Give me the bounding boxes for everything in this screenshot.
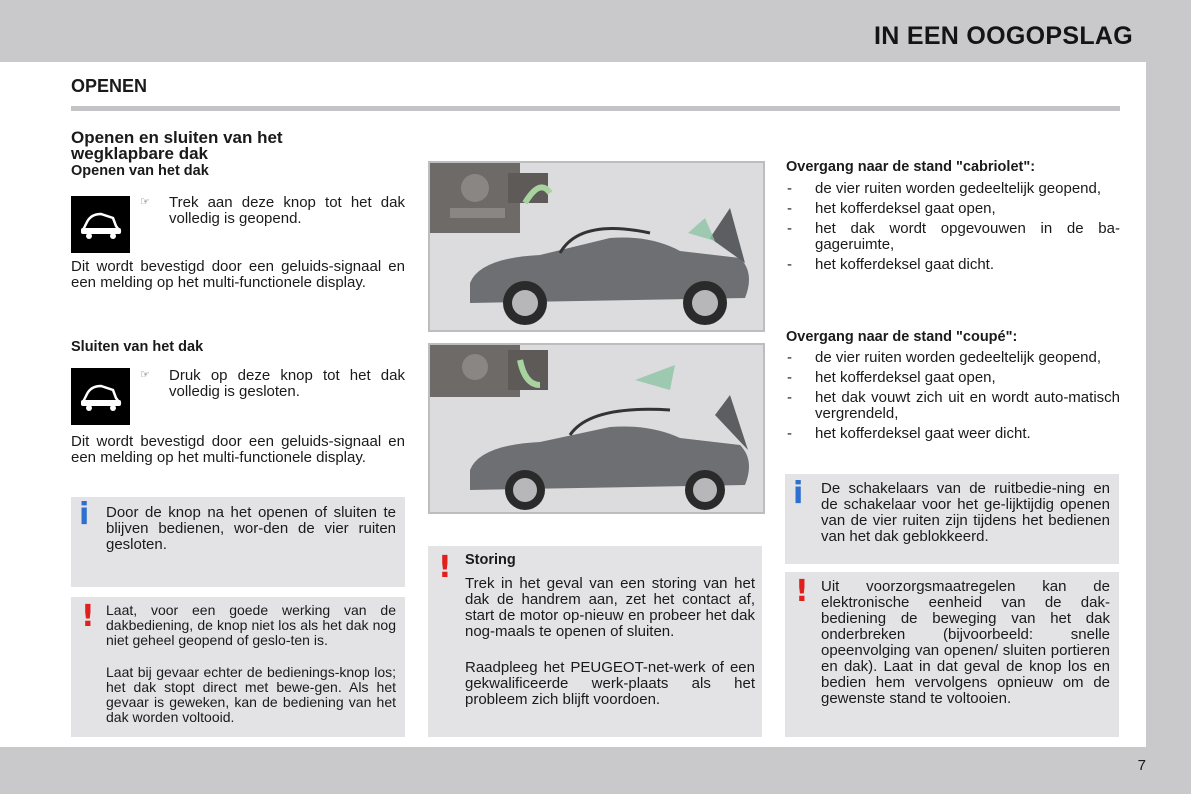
warning-icon: ! [795, 574, 809, 609]
coupe-steps [785, 350, 1120, 446]
close-subheading: Sluiten van het dak [71, 339, 204, 355]
warning-text-1: Laat, voor een goede werking van de dakbediening, de knop niet los als het dak nog niet geheel geopend of geslo-ten is. [106, 602, 396, 648]
coupe-title: Overgang naar de stand "coupé": [786, 329, 1018, 345]
list-item: - de vier ruiten worden gedeeltelijk geopend, [787, 180, 1102, 197]
warning-box [785, 572, 1119, 737]
malfunction-text-1: Trek in het geval van een storing van het dak de handrem aan, zet het contact af, start de motor op-nieuw en probeer het dak nog-maals te openen of sluiten. [465, 575, 755, 640]
warning-icon: ! [81, 599, 95, 634]
info-note-box [71, 497, 405, 587]
malfunction-title: Storing [465, 552, 516, 568]
section-divider [71, 106, 1120, 111]
info-note-box [785, 474, 1119, 564]
list-item: - het kofferdeksel gaat open, [787, 200, 996, 217]
list-item: - de vier ruiten worden gedeeltelijk geopend, [787, 349, 1102, 366]
page-header-title: IN EEN OOGOPSLAG [874, 22, 1133, 50]
photo-cabriolet-opening [428, 161, 765, 332]
info-icon: i [793, 476, 804, 511]
open-instruction: Trek aan deze knop tot het dak volledig is geopend. [169, 194, 405, 227]
warning-text-2: Laat bij gevaar echter de bedienings-knop los; het dak stopt direct met bewe-gen. Als het gevaar is geweken, kan de bediening van het dak worden voltooid. [106, 664, 396, 725]
warning-text: Uit voorzorgsmaatregelen kan de elektronische eenheid van de dak-bediening de beweging van het dak onderbreken (bijvoorbeeld: snelle opeenvolging van openen/ sluiten portieren en dak). Laat in dat geval de knop los en bedien hem vervolgens opnieuw om de gewenste stand te voltooien. [821, 578, 1110, 707]
close-instruction: Druk op deze knop tot het dak volledig is gesloten. [169, 367, 405, 400]
open-subheading: Openen van het dak [71, 163, 209, 179]
section-title: OPENEN [71, 76, 148, 96]
info-note-text: Door de knop na het openen of sluiten te blijven bedienen, wor-den de vier ruiten gesloten. [106, 504, 396, 553]
cabriolet-steps [785, 181, 1120, 277]
list-item: - het kofferdeksel gaat weer dicht. [787, 425, 1031, 442]
hand-pointer-icon: ☞ [140, 196, 150, 208]
malfunction-text-2: Raadpleeg het PEUGEOT-net-werk of een gekwalificeerde werk-plaats als het probleem zich blijft voordoen. [465, 659, 755, 708]
page-number: 7 [1137, 757, 1146, 774]
list-item: - het dak wordt opgevouwen in de ba-gageruimte, [787, 220, 1120, 253]
roof-close-button-icon [71, 368, 130, 425]
open-confirmation: Dit wordt bevestigd door een geluids-signaal en een melding op het multi-functionele display. [71, 258, 405, 291]
malfunction-box [428, 546, 762, 737]
hand-pointer-icon: ☞ [140, 369, 150, 381]
photo-coupe-closing [428, 343, 765, 514]
close-confirmation: Dit wordt bevestigd door een geluids-signaal en een melding op het multi-functionele display. [71, 433, 405, 466]
list-item: - het kofferdeksel gaat dicht. [787, 256, 995, 273]
main-heading: Openen en sluiten van het wegklapbare dak [71, 128, 283, 163]
list-item: - het dak vouwt zich uit en wordt auto-matisch vergrendeld, [787, 389, 1120, 422]
roof-open-button-icon [71, 196, 130, 253]
list-item: - het kofferdeksel gaat open, [787, 369, 996, 386]
cabriolet-title: Overgang naar de stand "cabriolet": [786, 159, 1036, 175]
warning-box [71, 597, 405, 737]
info-icon: i [79, 497, 90, 532]
info-note-text: De schakelaars van de ruitbedie-ning en de schakelaar voor het ge-lijktijdig openen van de vier ruiten zijn tijdens het bedienen van het dak geblokkeerd. [821, 480, 1110, 545]
warning-icon: ! [438, 550, 452, 585]
